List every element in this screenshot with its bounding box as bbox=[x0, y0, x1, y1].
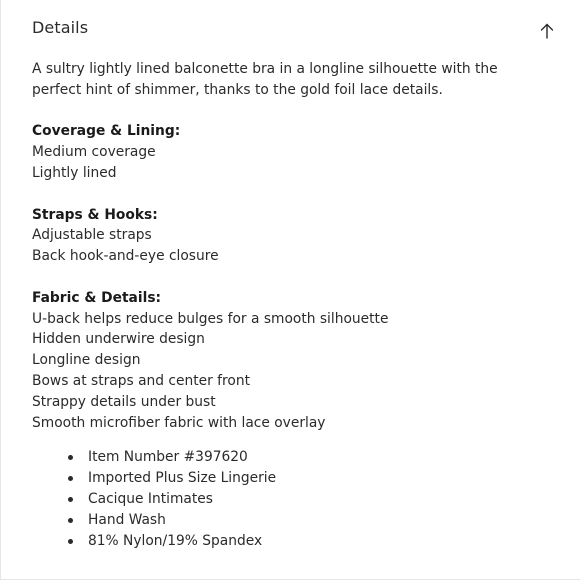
section-line: Hidden underwire design bbox=[32, 331, 205, 348]
section-line: Strappy details under bust bbox=[32, 393, 216, 410]
list-item bbox=[68, 489, 552, 510]
list-item bbox=[68, 531, 552, 552]
details-title: Details bbox=[32, 18, 89, 37]
section-line: Longline design bbox=[32, 352, 141, 369]
section-line: Medium coverage bbox=[32, 144, 156, 161]
list-item-text: Hand Wash bbox=[88, 511, 166, 528]
product-facts-list bbox=[32, 447, 552, 551]
list-item-text: Cacique Intimates bbox=[88, 490, 213, 507]
arrow-up-icon bbox=[537, 21, 557, 41]
bullet-dot-icon bbox=[68, 476, 73, 481]
section-line: U-back helps reduce bulges for a smooth silhouette bbox=[32, 310, 389, 327]
list-item-text: 81% Nylon/19% Spandex bbox=[88, 532, 263, 549]
bullet-dot-icon bbox=[68, 497, 73, 502]
list-item bbox=[68, 510, 552, 531]
list-item bbox=[68, 447, 552, 468]
list-item-text: Item Number #397620 bbox=[88, 449, 248, 466]
section-straps-hooks bbox=[32, 205, 552, 267]
section-line: Smooth microfiber fabric with lace overlay bbox=[32, 414, 326, 431]
section-heading: Fabric & Details: bbox=[32, 289, 162, 306]
bullet-dot-icon bbox=[68, 518, 73, 523]
description-line: perfect hint of shimmer, thanks to the gold foil lace details. bbox=[32, 81, 443, 98]
list-item-text: Imported Plus Size Lingerie bbox=[88, 470, 277, 487]
collapse-details-button[interactable] bbox=[537, 21, 557, 41]
section-fabric-details bbox=[32, 288, 552, 434]
section-heading: Straps & Hooks: bbox=[32, 206, 158, 223]
bullet-dot-icon bbox=[68, 539, 73, 544]
details-body bbox=[32, 59, 552, 551]
description-line: A sultry lightly lined balconette bra in a longline silhouette with the bbox=[32, 61, 498, 77]
section-line: Back hook-and-eye closure bbox=[32, 248, 219, 265]
section-line: Adjustable straps bbox=[32, 227, 152, 244]
section-line: Lightly lined bbox=[32, 164, 117, 181]
section-line: Bows at straps and center front bbox=[32, 372, 251, 389]
section-coverage-lining bbox=[32, 121, 552, 183]
list-item bbox=[68, 468, 552, 489]
product-description bbox=[32, 59, 552, 101]
bullet-dot-icon bbox=[68, 455, 73, 460]
section-heading: Coverage & Lining: bbox=[32, 123, 181, 140]
details-header[interactable] bbox=[32, 16, 557, 42]
